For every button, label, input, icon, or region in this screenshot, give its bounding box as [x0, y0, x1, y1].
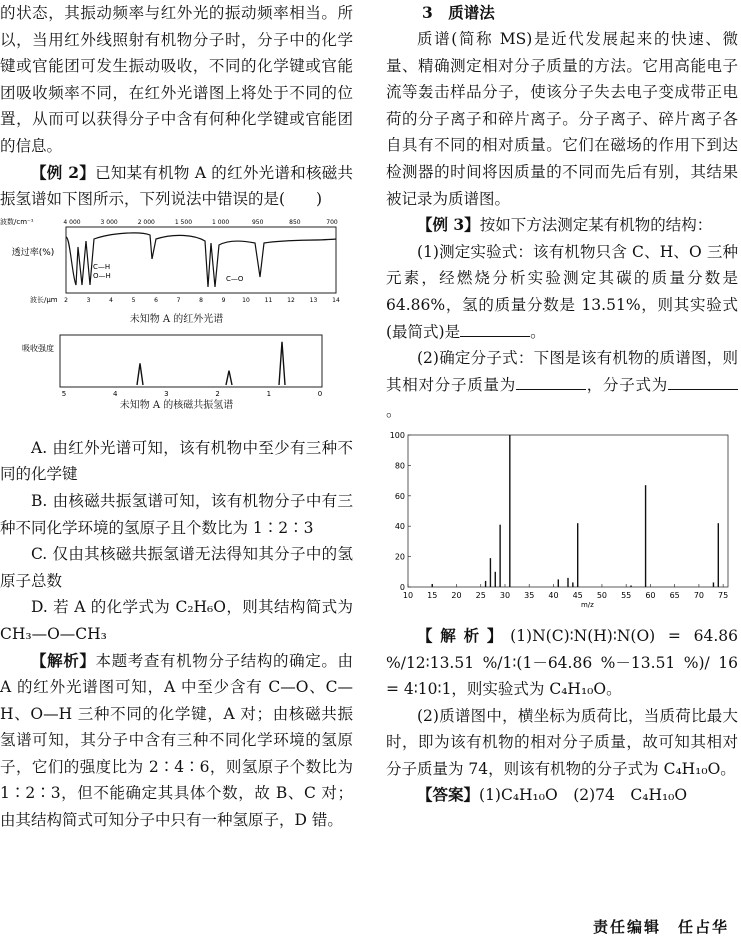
ir-top-ticks: [63, 219, 338, 226]
ir-top-axis-label: 波数/cm⁻¹: [0, 217, 34, 226]
nmr-x-tick: 3: [164, 389, 169, 398]
question-2-text-b: ，分子式为: [585, 375, 668, 394]
section-paragraph: 质谱(简称 MS)是近代发展起来的快速、微量、精确测定相对分子质量的方法。它用高能电子流等轰击样品分子，使该分子失去电子变成带正电荷的分子离子和碎片离子。分子离子、碎片离子各自具有不同的相对质量。它们在磁场的作用下到达检测器的时间将因质量的不同而先后有别，其结果被记录为质谱图。: [386, 30, 738, 208]
ms-x-tick: 10: [402, 590, 414, 600]
question-2-text: (2)确定分子式：下图是该有机物的质谱图，则其相对分子质量为: [386, 349, 738, 394]
ir-bottom-tick: 8: [199, 296, 203, 304]
ir-bottom-tick: 13: [309, 296, 318, 304]
ir-spectrum-svg: [0, 215, 353, 313]
nmr-figure: [0, 333, 353, 399]
ms-y-tick: 20: [394, 552, 405, 562]
example-3-label: 【例 3】: [417, 215, 480, 235]
ir-top-tick: 950: [251, 218, 264, 226]
question-1-end: 。: [530, 322, 546, 341]
ir-bottom-tick: 3: [86, 296, 91, 304]
answer-blank-3: [668, 375, 738, 390]
analysis-3-label: 【解析】: [417, 625, 511, 645]
left-column: [0, 0, 353, 834]
mass-spectrum-figure: [386, 427, 738, 613]
ms-y-tick: 80: [394, 461, 405, 471]
ir-top-tick: 850: [289, 218, 301, 226]
ir-top-tick: 4 000: [63, 218, 81, 226]
question-1: [386, 239, 738, 345]
nmr-x-tick: 4: [112, 389, 118, 398]
ir-bottom-ticks: [64, 297, 340, 304]
example-3-text: 按如下方法测定某有机物的结构：: [479, 216, 713, 235]
ir-bottom-tick: 5: [131, 296, 136, 304]
answer-3: [386, 782, 738, 809]
nmr-x-tick: 2: [215, 389, 220, 398]
ir-top-tick: 1 500: [174, 218, 193, 226]
ir-peak-oh-label: O—H: [93, 271, 111, 280]
ms-x-axis-label: m/z: [580, 600, 594, 609]
ms-x-tick: 20: [451, 590, 462, 600]
ir-peak-co-label: C—O: [226, 274, 244, 283]
mass-spectrum-chart: [386, 427, 738, 613]
ir-bottom-tick: 14: [332, 296, 340, 304]
ms-x-tick: 60: [645, 590, 656, 600]
example-2-text: 已知某有机物 A 的红外光谱和核磁共振氢谱如下图所示，下列说法中错误的是( ): [0, 163, 353, 209]
example-2-label: 【例 2】: [31, 162, 96, 182]
ir-bottom-tick: 2: [64, 296, 68, 304]
ms-x-tick: 55: [621, 590, 632, 600]
ms-x-tick: 15: [427, 590, 438, 600]
ir-peak-ch-label: C—H: [93, 262, 111, 271]
answer-blank-2: [516, 375, 586, 390]
option-b: B. 由核磁共振氢谱可知，该有机物分子中有三种不同化学环境的氢原子且个数比为 1∶2∶3: [0, 491, 353, 537]
question-2-end: 。: [386, 402, 402, 421]
ir-bottom-axis-label: 波长/μm: [30, 295, 58, 304]
ir-bottom-tick: 12: [287, 296, 295, 304]
intro-paragraph: 的状态，其振动频率与红外光的振动频率相当。所以，当用红外线照射有机物分子时，分子中的化学键或官能团可发生振动吸收，不同的化学键或官能团吸收频率不同，在红外光谱图上将处于不同的位置，从而可以获得分子中含有何种化学键或官能团的信息。: [0, 4, 353, 155]
ir-top-tick: 1 000: [211, 218, 230, 226]
ir-top-tick: 3 000: [100, 218, 118, 226]
nmr-x-tick: 5: [61, 389, 67, 398]
nmr-x-ticks: [62, 390, 322, 398]
ir-bottom-tick: 6: [154, 296, 158, 304]
nmr-x-tick: 0: [317, 389, 323, 398]
ms-x-tick: 40: [548, 590, 559, 600]
option-a: A. 由红外光谱可知，该有机物中至少有三种不同的化学键: [0, 438, 353, 484]
nmr-peak: [226, 370, 232, 384]
nmr-peak: [279, 342, 285, 385]
nmr-caption: 未知物 A 的核磁共振氢谱: [119, 399, 234, 411]
section-title: 3 质谱法: [422, 3, 495, 22]
option-d: D. 若 A 的化学式为 C₂H₆O，则其结构简式为 CH₃—O—CH₃: [0, 598, 353, 643]
example-3: [386, 212, 738, 239]
ms-plot-frame: [408, 435, 728, 587]
ir-bottom-tick: 9: [221, 296, 226, 304]
ms-x-tick: 25: [475, 590, 486, 600]
nmr-x-tick: 1: [266, 389, 272, 398]
ir-bottom-tick: 4: [109, 296, 113, 304]
ms-x-tick: 50: [596, 590, 608, 600]
ms-y-tick: 40: [394, 522, 405, 532]
analysis-3: [386, 623, 738, 703]
ir-bottom-tick: 7: [176, 296, 181, 304]
ms-y-tick: 60: [394, 491, 405, 501]
ms-x-tick: 30: [499, 590, 511, 600]
example-2: [0, 160, 353, 213]
ir-top-tick: 700: [326, 218, 338, 226]
analysis-2-text: 本题考查有机物分子结构的确定。由 A 的红外光谱图可知，A 中至少含有 C—O、C—H、O—H 三种不同的化学键，A 对；由核磁共振氢谱可知，其分子中含有三种不同化学环境的氢原子，它们的强度比为 2∶4∶6，则氢原子个数比为 1∶2∶3，但不能确定其具体个数，故 B、C 对；由其结构简式可知分子中只有一种氢原子，D 错。: [0, 651, 353, 830]
ir-spectrum-figure: [0, 215, 353, 313]
ir-y-label: 透过率(%): [11, 247, 55, 258]
nmr-peaks: [137, 342, 285, 385]
ms-x-tick: 35: [524, 590, 535, 600]
nmr-y-label: 吸收强度: [22, 343, 54, 353]
analysis-2: [0, 648, 353, 834]
answer-3-text: (1)C₄H₁₀O (2)74 C₄H₁₀O: [479, 786, 688, 805]
right-column: [386, 0, 738, 809]
ir-caption: 未知物 A 的红外光谱: [129, 313, 224, 325]
analysis-3-text-1: (1)N(C)∶N(H)∶N(O) = 64.86 %/12∶13.51 %/1∶(1－64.86 %－13.51 %)/ 16 = 4∶10∶1，则实验式为 C₄H₁₀O。: [386, 626, 738, 699]
ms-x-tick: 65: [669, 590, 680, 600]
answer-blank-1: [460, 322, 530, 337]
ms-x-tick: 70: [693, 590, 705, 600]
ir-bottom-tick: 10: [242, 296, 250, 304]
ms-x-tick: 75: [718, 590, 729, 600]
answer-3-label: 【答案】: [417, 785, 480, 805]
analysis-2-label: 【解析】: [31, 650, 96, 670]
ms-y-tick: 0: [399, 582, 405, 592]
question-2: [386, 345, 738, 425]
ir-top-tick: 2 000: [137, 218, 155, 226]
editor-credit: 责任编辑 任占华: [592, 918, 729, 936]
option-c: C. 仅由其核磁共振氢谱无法得知其分子中的氢原子总数: [0, 545, 353, 590]
nmr-svg: [0, 333, 353, 399]
ms-y-tick: 100: [389, 430, 405, 440]
ir-plot-frame: [66, 227, 336, 293]
question-1-text: (1)测定实验式：该有机物只含 C、H、O 三种元素，经燃烧分析实验测定其碳的质量分数是 64.86%，氢的质量分数是 13.51%，则其实验式(最简式)是: [386, 242, 738, 341]
ir-bottom-tick: 11: [264, 296, 273, 304]
ms-x-tick: 45: [572, 590, 583, 600]
analysis-3-part-2: (2)质谱图中，横坐标为质荷比，当质荷比最大时，即为该有机物的相对分子质量，故可知其相对分子质量为 74，则该有机物的分子式为 C₄H₁₀O。: [386, 706, 738, 778]
nmr-peak: [137, 363, 143, 385]
